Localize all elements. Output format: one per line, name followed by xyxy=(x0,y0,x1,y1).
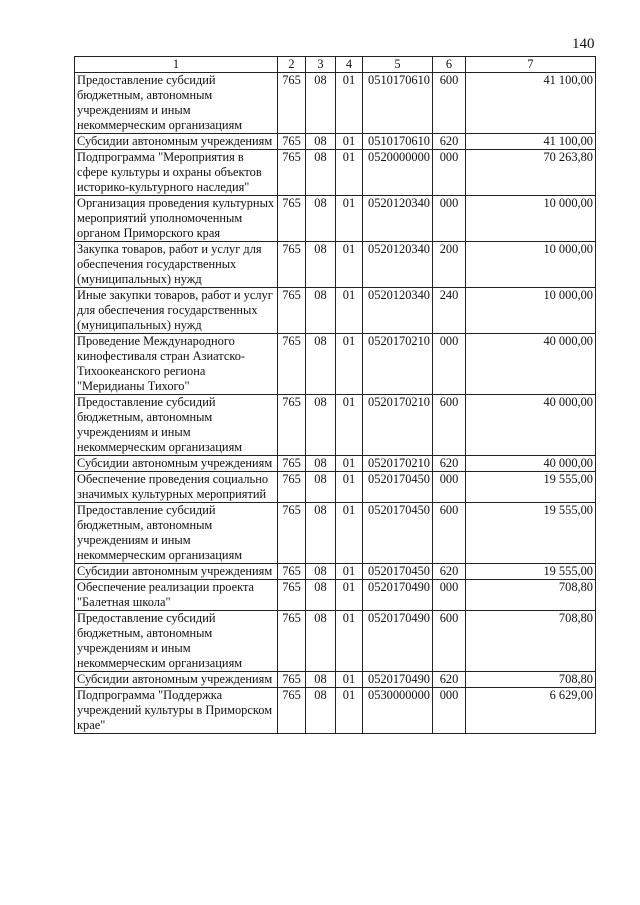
row-amount: 41 100,00 xyxy=(466,73,596,134)
row-description: Предоставление субсидий бюджетным, автономным учреждениям и иным некоммерческим организациям xyxy=(75,73,278,134)
row-code-target: 0520170210 xyxy=(363,456,433,472)
row-amount: 41 100,00 xyxy=(466,134,596,150)
column-header: 4 xyxy=(336,57,363,73)
row-code-subsection: 01 xyxy=(336,288,363,334)
row-amount: 708,80 xyxy=(466,580,596,611)
row-amount: 708,80 xyxy=(466,672,596,688)
row-code-subsection: 01 xyxy=(336,611,363,672)
row-code-ministry: 765 xyxy=(278,456,306,472)
column-header: 6 xyxy=(433,57,466,73)
row-code-ministry: 765 xyxy=(278,134,306,150)
row-code-section: 08 xyxy=(306,196,336,242)
table-row xyxy=(75,395,596,456)
row-code-expense-type: 200 xyxy=(433,242,466,288)
row-code-expense-type: 000 xyxy=(433,472,466,503)
table-header-row xyxy=(75,57,596,73)
row-code-expense-type: 240 xyxy=(433,288,466,334)
row-description: Проведение Международного кинофестиваля стран Азиатско-Тихоокеанского региона "Меридианы Тихого" xyxy=(75,334,278,395)
row-amount: 40 000,00 xyxy=(466,395,596,456)
row-code-subsection: 01 xyxy=(336,472,363,503)
row-code-expense-type: 000 xyxy=(433,334,466,395)
row-code-subsection: 01 xyxy=(336,242,363,288)
budget-table xyxy=(74,56,596,734)
row-code-target: 0520120340 xyxy=(363,196,433,242)
row-code-expense-type: 620 xyxy=(433,134,466,150)
row-code-subsection: 01 xyxy=(336,134,363,150)
row-amount: 19 555,00 xyxy=(466,564,596,580)
row-code-ministry: 765 xyxy=(278,150,306,196)
table-row xyxy=(75,134,596,150)
row-code-target: 0520170450 xyxy=(363,503,433,564)
row-code-expense-type: 000 xyxy=(433,150,466,196)
row-code-ministry: 765 xyxy=(278,672,306,688)
row-code-expense-type: 620 xyxy=(433,456,466,472)
row-code-section: 08 xyxy=(306,688,336,734)
row-amount: 19 555,00 xyxy=(466,503,596,564)
column-header: 3 xyxy=(306,57,336,73)
row-amount: 10 000,00 xyxy=(466,288,596,334)
row-code-target: 0510170610 xyxy=(363,134,433,150)
row-code-section: 08 xyxy=(306,456,336,472)
table-row xyxy=(75,242,596,288)
row-code-ministry: 765 xyxy=(278,73,306,134)
table-row xyxy=(75,688,596,734)
row-code-section: 08 xyxy=(306,611,336,672)
row-code-section: 08 xyxy=(306,395,336,456)
row-amount: 10 000,00 xyxy=(466,196,596,242)
row-code-ministry: 765 xyxy=(278,564,306,580)
row-code-ministry: 765 xyxy=(278,688,306,734)
row-amount: 40 000,00 xyxy=(466,334,596,395)
row-code-expense-type: 000 xyxy=(433,688,466,734)
row-code-section: 08 xyxy=(306,134,336,150)
row-code-ministry: 765 xyxy=(278,242,306,288)
row-code-expense-type: 620 xyxy=(433,672,466,688)
row-description: Обеспечение проведения социально значимых культурных мероприятий xyxy=(75,472,278,503)
row-description: Обеспечение реализации проекта "Балетная школа" xyxy=(75,580,278,611)
row-code-target: 0520120340 xyxy=(363,288,433,334)
row-code-ministry: 765 xyxy=(278,288,306,334)
table-row xyxy=(75,580,596,611)
row-code-expense-type: 600 xyxy=(433,503,466,564)
row-code-ministry: 765 xyxy=(278,472,306,503)
row-code-subsection: 01 xyxy=(336,580,363,611)
table-row xyxy=(75,288,596,334)
table-row xyxy=(75,150,596,196)
column-header: 7 xyxy=(466,57,596,73)
row-amount: 19 555,00 xyxy=(466,472,596,503)
table-row xyxy=(75,73,596,134)
row-code-expense-type: 000 xyxy=(433,580,466,611)
row-code-target: 0510170610 xyxy=(363,73,433,134)
row-code-subsection: 01 xyxy=(336,564,363,580)
row-code-target: 0520170450 xyxy=(363,472,433,503)
row-description: Закупка товаров, работ и услуг для обеспечения государственных (муниципальных) нужд xyxy=(75,242,278,288)
row-code-ministry: 765 xyxy=(278,395,306,456)
row-description: Субсидии автономным учреждениям xyxy=(75,564,278,580)
row-description: Иные закупки товаров, работ и услуг для обеспечения государственных (муниципальных) нужд xyxy=(75,288,278,334)
table-row xyxy=(75,456,596,472)
row-description: Предоставление субсидий бюджетным, автономным учреждениям и иным некоммерческим организациям xyxy=(75,611,278,672)
row-code-target: 0520000000 xyxy=(363,150,433,196)
row-description: Предоставление субсидий бюджетным, автономным учреждениям и иным некоммерческим организациям xyxy=(75,395,278,456)
row-code-target: 0520170210 xyxy=(363,334,433,395)
row-code-expense-type: 600 xyxy=(433,73,466,134)
row-code-target: 0520170490 xyxy=(363,611,433,672)
row-code-section: 08 xyxy=(306,150,336,196)
row-code-target: 0530000000 xyxy=(363,688,433,734)
row-code-subsection: 01 xyxy=(336,395,363,456)
table-row xyxy=(75,472,596,503)
column-header: 1 xyxy=(75,57,278,73)
row-description: Субсидии автономным учреждениям xyxy=(75,672,278,688)
row-code-subsection: 01 xyxy=(336,150,363,196)
row-code-section: 08 xyxy=(306,288,336,334)
row-code-target: 0520170450 xyxy=(363,564,433,580)
table-row xyxy=(75,611,596,672)
row-code-subsection: 01 xyxy=(336,73,363,134)
row-code-section: 08 xyxy=(306,580,336,611)
page-number: 140 xyxy=(572,36,595,52)
row-description: Организация проведения культурных мероприятий уполномоченным органом Приморского края xyxy=(75,196,278,242)
row-code-ministry: 765 xyxy=(278,503,306,564)
table-row xyxy=(75,334,596,395)
row-code-subsection: 01 xyxy=(336,688,363,734)
table-row xyxy=(75,672,596,688)
row-code-subsection: 01 xyxy=(336,672,363,688)
row-code-subsection: 01 xyxy=(336,196,363,242)
row-code-expense-type: 600 xyxy=(433,611,466,672)
row-code-section: 08 xyxy=(306,242,336,288)
row-code-ministry: 765 xyxy=(278,334,306,395)
row-code-target: 0520170210 xyxy=(363,395,433,456)
row-amount: 708,80 xyxy=(466,611,596,672)
row-amount: 10 000,00 xyxy=(466,242,596,288)
row-code-ministry: 765 xyxy=(278,611,306,672)
row-code-section: 08 xyxy=(306,472,336,503)
row-description: Подпрограмма "Мероприятия в сфере культуры и охраны объектов историко-культурного наследия" xyxy=(75,150,278,196)
row-amount: 6 629,00 xyxy=(466,688,596,734)
row-code-ministry: 765 xyxy=(278,580,306,611)
row-code-section: 08 xyxy=(306,334,336,395)
row-code-section: 08 xyxy=(306,73,336,134)
row-code-expense-type: 600 xyxy=(433,395,466,456)
row-amount: 40 000,00 xyxy=(466,456,596,472)
row-code-subsection: 01 xyxy=(336,503,363,564)
column-header: 2 xyxy=(278,57,306,73)
row-code-section: 08 xyxy=(306,672,336,688)
row-description: Субсидии автономным учреждениям xyxy=(75,456,278,472)
row-code-section: 08 xyxy=(306,503,336,564)
table-row xyxy=(75,564,596,580)
row-code-target: 0520170490 xyxy=(363,580,433,611)
row-code-subsection: 01 xyxy=(336,334,363,395)
row-code-target: 0520120340 xyxy=(363,242,433,288)
table-row xyxy=(75,196,596,242)
row-description: Субсидии автономным учреждениям xyxy=(75,134,278,150)
row-description: Предоставление субсидий бюджетным, автономным учреждениям и иным некоммерческим организациям xyxy=(75,503,278,564)
row-code-expense-type: 620 xyxy=(433,564,466,580)
row-code-expense-type: 000 xyxy=(433,196,466,242)
table-row xyxy=(75,503,596,564)
row-code-subsection: 01 xyxy=(336,456,363,472)
row-code-section: 08 xyxy=(306,564,336,580)
row-description: Подпрограмма "Поддержка учреждений культуры в Приморском крае" xyxy=(75,688,278,734)
row-amount: 70 263,80 xyxy=(466,150,596,196)
row-code-ministry: 765 xyxy=(278,196,306,242)
row-code-target: 0520170490 xyxy=(363,672,433,688)
column-header: 5 xyxy=(363,57,433,73)
